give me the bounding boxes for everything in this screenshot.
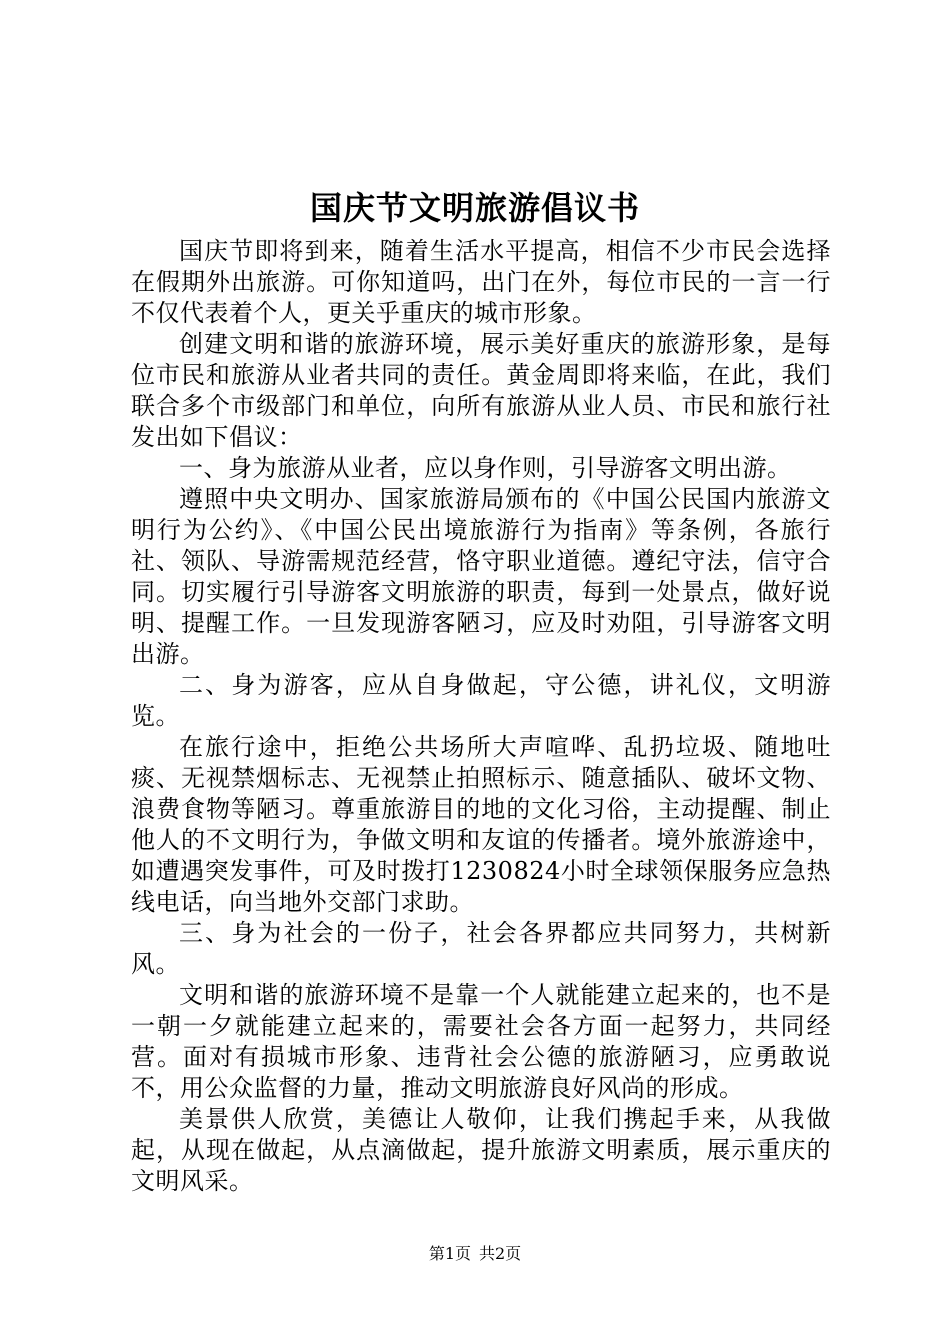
paragraph-section-one: 遵照中央文明办、国家旅游局颁布的《中国公民国内旅游文明行为公约》、《中国公民出境旅游行为指南》等条例，各旅行社、领队、导游需规范经营，恪守职业道德。遵纪守法，信守合同。切实履行引导游客文明旅游的职责，每到一处景点，做好说明、提醒工作。一旦发现游客陋习，应及时劝阻，引导游客文明出游。 (131, 485, 831, 668)
section-heading-two: 二、身为游客，应从自身做起，守公德，讲礼仪，文明游览。 (131, 671, 831, 730)
section-heading-three: 三、身为社会的一份子，社会各界都应共同努力，共树新风。 (131, 919, 831, 978)
paragraph-section-two: 在旅行途中，拒绝公共场所大声喧哗、乱扔垃圾、随地吐痰、无视禁烟标志、无视禁止拍照标示、随意插队、破坏文物、浪费食物等陋习。尊重旅游目的地的文化习俗，主动提醒、制止他人的不文明行为，争做文明和友谊的传播者。境外旅游途中，如遭遇突发事件，可及时拨打1230824小时全球领保服务应急热线电话，向当地外交部门求助。 (131, 733, 831, 916)
section-heading-one: 一、身为旅游从业者，应以身作则，引导游客文明出游。 (179, 454, 792, 482)
page-number: 第1页 (428, 1244, 471, 1263)
paragraph-intro: 国庆节即将到来，随着生活水平提高，相信不少市民会选择在假期外出旅游。可你知道吗，出门在外，每位市民的一言一行不仅代表着个人，更关乎重庆的城市形象。 (131, 237, 831, 327)
paragraph-section-three: 文明和谐的旅游环境不是靠一个人就能建立起来的，也不是一朝一夕就能建立起来的，需要社会各方面一起努力，共同经营。面对有损城市形象、违背社会公德的旅游陋习，应勇敢说不，用公众监督的力量，推动文明旅游良好风尚的形成。 (131, 981, 831, 1102)
paragraph-responsibility: 创建文明和谐的旅游环境，展示美好重庆的旅游形象，是每位市民和旅游从业者共同的责任。黄金周即将来临，在此，我们联合多个市级部门和单位，向所有旅游从业人员、市民和旅行社发出如下倡议： (131, 330, 831, 451)
paragraph-closing: 美景供人欣赏，美德让人敬仰，让我们携起手来，从我做起，从现在做起，从点滴做起，提升旅游文明素质，展示重庆的文明风采。 (131, 1105, 831, 1195)
document-title: 国庆节文明旅游倡议书 (309, 189, 640, 227)
document-body (131, 236, 831, 1197)
page-footer (0, 1243, 950, 1265)
page-total: 共2页 (479, 1244, 522, 1263)
